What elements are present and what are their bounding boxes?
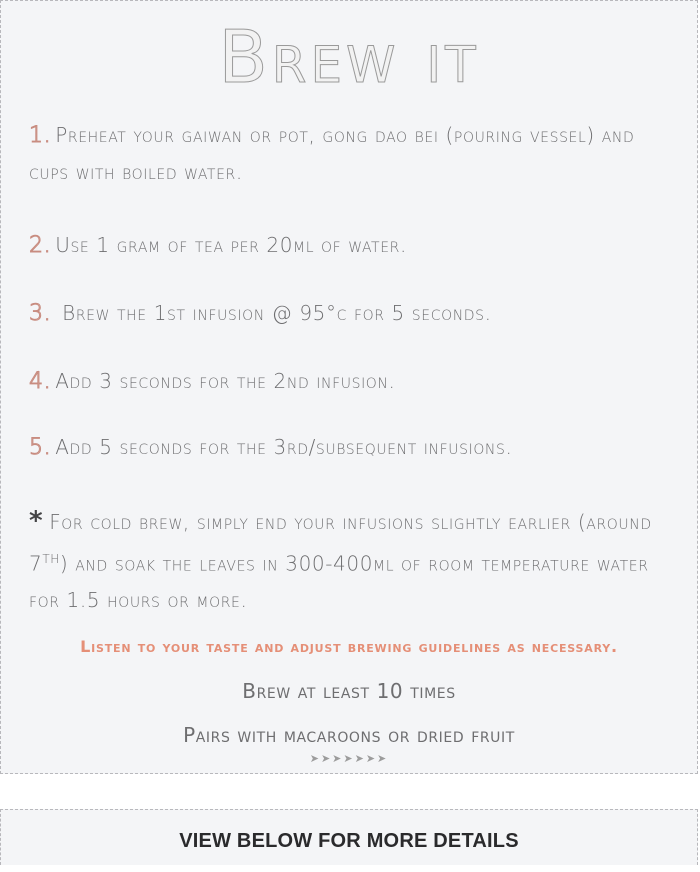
- step-text: Add 5 seconds for the 3rd/subsequent infusions.: [55, 435, 513, 459]
- step-number: 5.: [29, 435, 52, 460]
- view-more-details-button[interactable]: VIEW BELOW FOR MORE DETAILS: [0, 809, 698, 865]
- step-1: [29, 117, 669, 190]
- step-number: 2.: [29, 233, 52, 258]
- step-number: 4.: [29, 369, 52, 394]
- pairing-text: Pairs with macaroons or dried fruit: [183, 723, 515, 747]
- note-superscript: th: [42, 548, 60, 567]
- step-text: Preheat your gaiwan or pot, gong dao bei (pouring vessel) and cups with boiled water.: [29, 123, 635, 184]
- taste-hint: Listen to your taste and adjust brewing guidelines as necessary.: [80, 637, 618, 656]
- brew-times: Brew at least 10 times: [242, 679, 456, 703]
- cold-brew-note: [29, 503, 669, 618]
- step-5: [29, 429, 669, 466]
- step-number: 3.: [29, 301, 52, 326]
- step-4: [29, 363, 669, 400]
- asterisk-icon: *: [29, 506, 44, 536]
- step-text: Brew the 1st infusion @ 95°c for 5 seconds.: [55, 301, 492, 325]
- step-number: 1.: [29, 123, 52, 148]
- step-2: [29, 227, 669, 264]
- page-title: Brew it: [218, 15, 480, 99]
- arrow-divider-icon: ➤➤➤➤➤➤➤: [309, 753, 389, 765]
- note-text-start: For cold brew, simply end your infusions slightly earlier (around 7: [29, 510, 652, 576]
- step-text: Add 3 seconds for the 2nd infusion.: [55, 369, 396, 393]
- note-text-end: ) and soak the leaves in 300-400ml of room temperature water for 1.5 hours or more.: [29, 551, 649, 612]
- step-text: Use 1 gram of tea per 20ml of water.: [55, 233, 407, 257]
- step-3: [29, 295, 669, 332]
